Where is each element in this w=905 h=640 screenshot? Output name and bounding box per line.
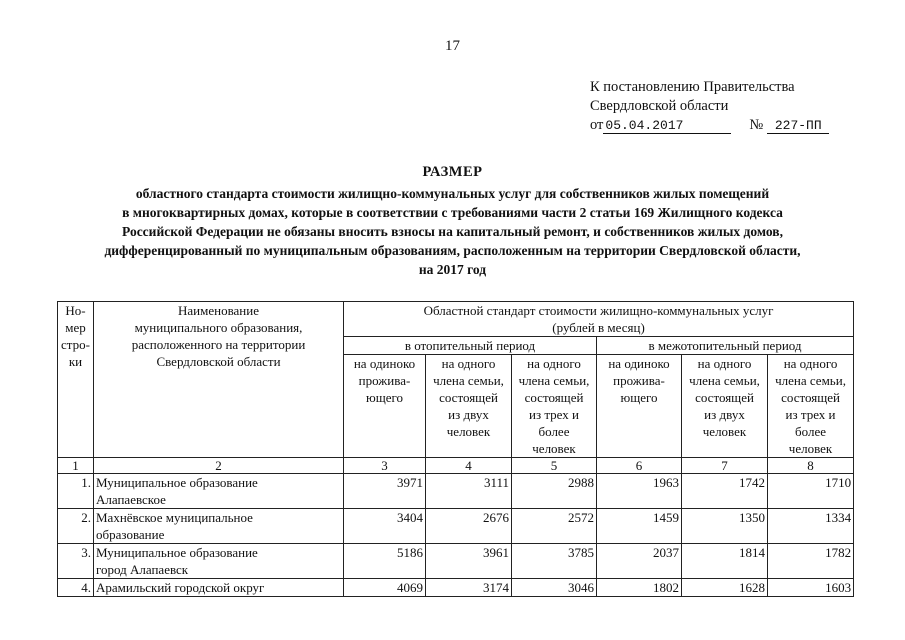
value-cell: 1814 [682, 544, 768, 579]
value-cell: 1963 [597, 474, 682, 509]
value-cell: 3404 [344, 509, 426, 544]
value-cell: 3111 [426, 474, 512, 509]
from-label: от [590, 117, 604, 133]
column-number: 6 [597, 458, 682, 474]
table-row [58, 579, 854, 597]
approval-line-2: Свердловской области [590, 98, 729, 114]
row-index: 3. [58, 544, 94, 579]
value-cell: 2037 [597, 544, 682, 579]
row-index: 2. [58, 509, 94, 544]
column-number: 3 [344, 458, 426, 474]
municipality-name: Муниципальное образование город Алапаевск [94, 544, 344, 579]
header-sub-1: на одиноко прожива- ющего [344, 355, 426, 458]
column-number: 5 [512, 458, 597, 474]
title-heading: РАЗМЕР [422, 164, 483, 180]
column-number: 1 [58, 458, 94, 474]
value-cell: 1802 [597, 579, 682, 597]
value-cell: 3961 [426, 544, 512, 579]
row-index: 1. [58, 474, 94, 509]
approval-number: 227-ПП [767, 119, 829, 134]
title-line-5: на 2017 год [418, 262, 487, 277]
header-sub-6: на одного члена семьи, состоящей из трех и более человек [768, 355, 854, 458]
value-cell: 1782 [768, 544, 854, 579]
header-sub-5: на одного члена семьи, состоящей из двух человек [682, 355, 768, 458]
value-cell: 3174 [426, 579, 512, 597]
value-cell: 3046 [512, 579, 597, 597]
table-row [58, 509, 854, 544]
approval-date: 05.04.2017 [603, 119, 731, 134]
number-label: № [749, 117, 764, 133]
value-cell: 2676 [426, 509, 512, 544]
header-sub-2: на одного члена семьи, состоящей из двух человек [426, 355, 512, 458]
value-cell: 1742 [682, 474, 768, 509]
header-row-number: Но- мер стро- ки [58, 302, 94, 458]
value-cell: 1603 [768, 579, 854, 597]
value-cell: 1350 [682, 509, 768, 544]
table-row [58, 544, 854, 579]
approval-block [590, 78, 890, 135]
column-number: 4 [426, 458, 512, 474]
approval-line-1: К постановлению Правительства [590, 79, 795, 95]
column-number: 7 [682, 458, 768, 474]
page-number: 17 [445, 38, 460, 54]
value-cell: 2988 [512, 474, 597, 509]
value-cell: 1710 [768, 474, 854, 509]
municipality-name: Арамильский городской округ [94, 579, 344, 597]
header-heating-period: в отопительный период [344, 337, 597, 355]
header-sub-4: на одиноко прожива- ющего [597, 355, 682, 458]
value-cell: 1628 [682, 579, 768, 597]
value-cell: 5186 [344, 544, 426, 579]
column-number: 8 [768, 458, 854, 474]
value-cell: 4069 [344, 579, 426, 597]
title-line-3: Российской Федерации не обязаны вносить взносы на капитальный ремонт, и собственников жилых домов, [122, 224, 783, 239]
document-title [30, 163, 875, 279]
header-row-1 [58, 302, 854, 337]
title-line-2: в многоквартирных домах, которые в соответствии с требованиями части 2 статьи 169 Жилищного кодекса [122, 205, 783, 220]
value-cell: 3785 [512, 544, 597, 579]
title-line-4: дифференцированный по муниципальным образованиям, расположенным на территории Свердловской области, [104, 243, 801, 258]
header-standard: Областной стандарт стоимости жилищно-коммунальных услуг (рублей в месяц) [344, 302, 854, 337]
row-index: 4. [58, 579, 94, 597]
approval-date-line [590, 116, 890, 135]
value-cell: 2572 [512, 509, 597, 544]
municipality-name: Муниципальное образование Алапаевское [94, 474, 344, 509]
header-sub-3: на одного члена семьи, состоящей из трех и более человек [512, 355, 597, 458]
standards-table [57, 301, 854, 597]
header-non-heating-period: в межотопительный период [597, 337, 854, 355]
value-cell: 1459 [597, 509, 682, 544]
header-municipality-name: Наименование муниципального образования, расположенного на территории Свердловской области [94, 302, 344, 458]
value-cell: 3971 [344, 474, 426, 509]
column-number: 2 [94, 458, 344, 474]
table-row [58, 474, 854, 509]
value-cell: 1334 [768, 509, 854, 544]
column-number-row [58, 458, 854, 474]
municipality-name: Махнёвское муниципальное образование [94, 509, 344, 544]
title-line-1: областного стандарта стоимости жилищно-коммунальных услуг для собственников жилых помещений [135, 186, 770, 201]
